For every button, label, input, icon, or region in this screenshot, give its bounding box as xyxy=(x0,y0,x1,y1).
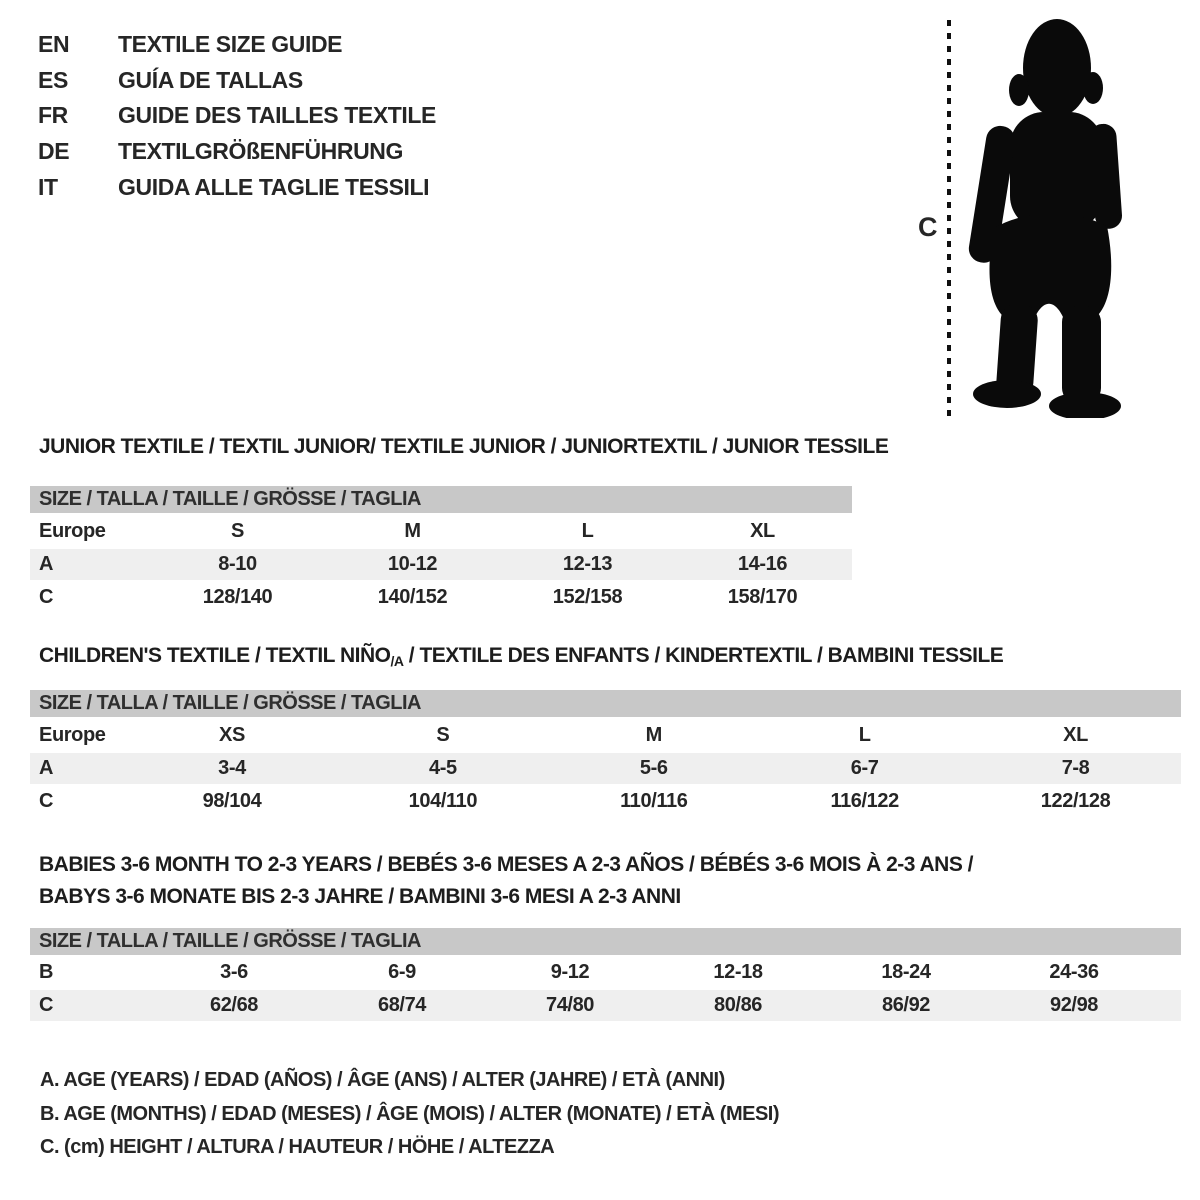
height-value: 68/74 xyxy=(377,994,427,1016)
size-header: S xyxy=(231,519,244,542)
height-value: 116/122 xyxy=(830,790,899,812)
junior-row-height xyxy=(30,582,852,613)
children-section-title xyxy=(39,644,1003,669)
size-header: XS xyxy=(219,723,245,746)
size-header: XL xyxy=(750,519,775,542)
height-value: 74/80 xyxy=(545,994,595,1016)
height-value: 122/128 xyxy=(1040,790,1111,812)
months-value: 6-9 xyxy=(388,961,416,983)
height-value: 104/110 xyxy=(408,790,478,812)
legend-height-cm: C. (cm) HEIGHT / ALTURA / HAUTEUR / HÖHE / ALTEZZA xyxy=(40,1136,555,1159)
language-title-list xyxy=(38,27,436,205)
junior-size-table xyxy=(30,486,852,615)
months-value: 3-6 xyxy=(220,961,248,983)
lang-row-fr xyxy=(38,98,436,134)
lang-row-en xyxy=(38,27,436,63)
children-title-main: CHILDREN'S TEXTILE / TEXTIL NIÑO xyxy=(39,644,391,667)
lang-row-it xyxy=(38,169,436,205)
babies-row-months xyxy=(30,957,1181,988)
height-value: 128/140 xyxy=(202,586,273,608)
age-value: 10-12 xyxy=(387,553,438,575)
row-label: A xyxy=(39,553,54,575)
toddler-silhouette-icon xyxy=(963,16,1138,418)
height-value: 86/92 xyxy=(881,994,931,1016)
legend-age-years: A. AGE (YEARS) / EDAD (AÑOS) / ÂGE (ANS) / ALTER (JAHRE) / ETÀ (ANNI) xyxy=(40,1069,725,1092)
size-header: M xyxy=(645,723,662,746)
babies-section-title-line2: BABYS 3-6 MONATE BIS 2-3 JAHRE / BAMBINI 3-6 MESI A 2-3 ANNI xyxy=(39,885,681,908)
row-label: C xyxy=(39,790,54,812)
junior-row-age xyxy=(30,549,852,580)
size-header: L xyxy=(858,723,871,746)
row-label: C xyxy=(39,586,54,608)
height-value: 158/170 xyxy=(727,586,798,608)
junior-section-title: JUNIOR TEXTILE / TEXTIL JUNIOR/ TEXTILE JUNIOR / JUNIORTEXTIL / JUNIOR TESSILE xyxy=(39,435,889,458)
age-value: 7-8 xyxy=(1061,757,1090,779)
lang-code: EN xyxy=(38,31,70,58)
legend-age-months: B. AGE (MONTHS) / EDAD (MESES) / ÂGE (MOIS) / ALTER (MONATE) / ETÀ (MESI) xyxy=(40,1102,780,1125)
babies-size-table xyxy=(30,928,1181,1023)
lang-code: IT xyxy=(38,173,58,200)
months-value: 18-24 xyxy=(881,961,931,983)
age-value: 12-13 xyxy=(562,553,613,575)
months-value: 9-12 xyxy=(550,961,590,983)
children-title-subscript: /A xyxy=(390,653,404,669)
babies-section-title-line1: BABIES 3-6 MONTH TO 2-3 YEARS / BEBÉS 3-6 MESES A 2-3 AÑOS / BÉBÉS 3-6 MOIS À 2-3 ANS / xyxy=(39,853,974,876)
children-row-height xyxy=(30,786,1181,817)
children-title-rest: / TEXTILE DES ENFANTS / KINDERTEXTIL / BAMBINI TESSILE xyxy=(403,644,1004,667)
months-value: 24-36 xyxy=(1049,961,1099,983)
age-value: 8-10 xyxy=(218,553,257,575)
age-value: 5-6 xyxy=(639,757,668,779)
size-header: M xyxy=(404,519,421,542)
row-label: C xyxy=(39,994,54,1016)
measurement-legend xyxy=(40,1064,779,1165)
age-value: 6-7 xyxy=(850,757,879,779)
region-header: Europe xyxy=(39,723,106,746)
lang-title: GUÍA DE TALLAS xyxy=(118,66,303,93)
height-value: 110/116 xyxy=(620,790,688,812)
size-header: L xyxy=(581,519,594,542)
lang-title: GUIDA ALLE TAGLIE TESSILI xyxy=(118,173,430,200)
height-value: 152/158 xyxy=(552,586,623,608)
height-value: 140/152 xyxy=(377,586,448,608)
lang-code: FR xyxy=(38,102,68,129)
height-value: 80/86 xyxy=(713,994,763,1016)
children-row-age xyxy=(30,753,1181,784)
lang-row-de xyxy=(38,134,436,170)
lang-title: GUIDE DES TAILLES TEXTILE xyxy=(118,102,436,129)
size-header: S xyxy=(436,723,450,746)
height-value: 98/104 xyxy=(202,790,262,812)
junior-header-row xyxy=(30,515,852,547)
lang-title: TEXTILGRÖßENFÜHRUNG xyxy=(118,138,403,165)
lang-title: TEXTILE SIZE GUIDE xyxy=(118,31,343,58)
babies-row-height xyxy=(30,990,1181,1021)
junior-size-bar: SIZE / TALLA / TAILLE / GRÖSSE / TAGLIA xyxy=(30,486,852,513)
children-header-row xyxy=(30,719,1181,751)
height-dashed-line xyxy=(947,20,951,416)
age-value: 4-5 xyxy=(429,757,457,779)
height-measure-label: C xyxy=(918,212,938,242)
children-size-bar: SIZE / TALLA / TAILLE / GRÖSSE / TAGLIA xyxy=(30,690,1181,717)
lang-row-es xyxy=(38,63,436,99)
height-value: 92/98 xyxy=(1049,994,1099,1016)
months-value: 12-18 xyxy=(713,961,763,983)
lang-code: ES xyxy=(38,66,68,93)
age-value: 3-4 xyxy=(218,757,246,779)
lang-code: DE xyxy=(38,138,70,165)
height-value: 62/68 xyxy=(209,994,259,1016)
size-header: XL xyxy=(1063,723,1088,746)
row-label: B xyxy=(39,961,54,983)
row-label: A xyxy=(39,757,54,779)
age-value: 14-16 xyxy=(737,553,788,575)
region-header: Europe xyxy=(39,519,106,542)
children-size-table xyxy=(30,690,1181,819)
babies-size-bar: SIZE / TALLA / TAILLE / GRÖSSE / TAGLIA xyxy=(30,928,1181,955)
